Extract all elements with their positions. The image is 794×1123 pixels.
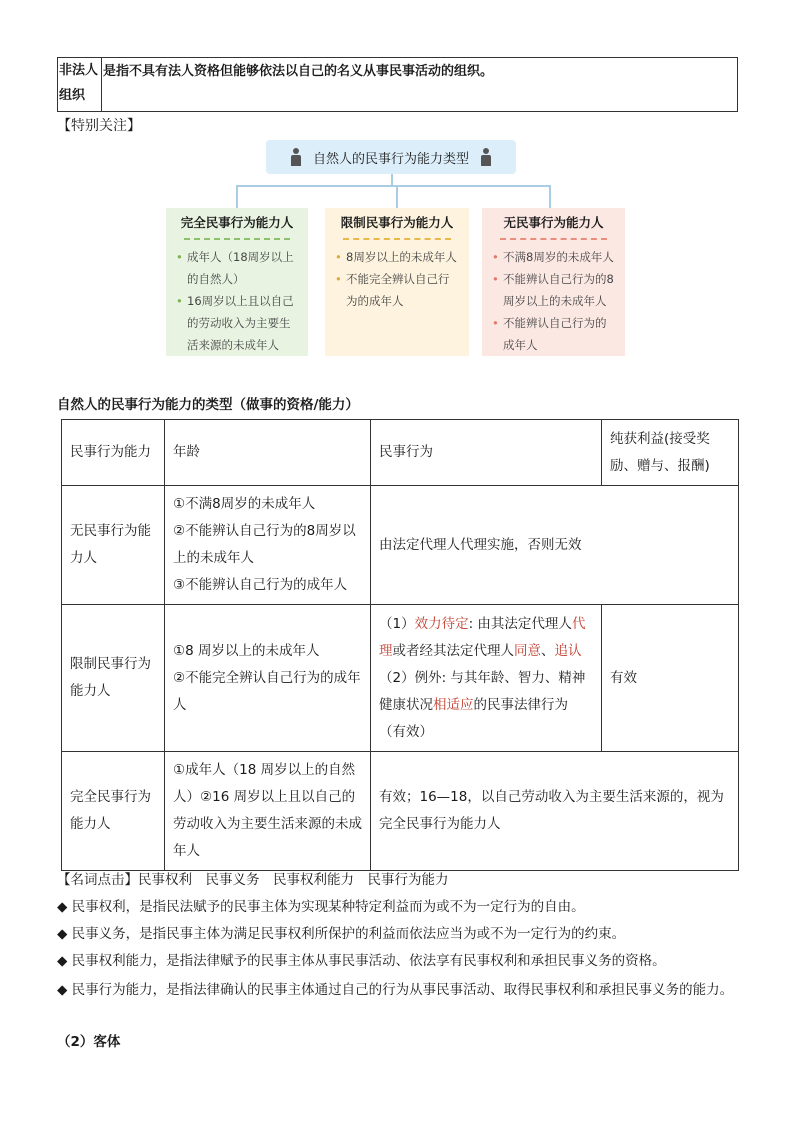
act-text: : 由其法定代理人	[468, 615, 572, 632]
box-title: 完全民事行为能力人	[180, 215, 294, 230]
age-line: ①8 周岁以上的未成年人	[173, 642, 320, 659]
person-icon	[291, 148, 301, 166]
header-cell: 年龄	[165, 420, 371, 486]
act-text: 或者经其法定代理人	[392, 642, 514, 659]
age-line: ①不满8周岁的未成年人	[173, 496, 316, 512]
act-highlight: 代理	[379, 615, 586, 659]
table-heading: 自然人的民事行为能力的类型（做事的资格/能力）	[57, 397, 359, 413]
no-capacity-box	[482, 208, 625, 356]
act-text: （2）例外: 与其年龄、智力、精神健康状况	[379, 669, 586, 713]
connector-line	[549, 185, 551, 208]
table-header-row	[62, 420, 739, 486]
list-item: • 16周岁以上且以自己的劳动收入为主要生活来源的未成年人	[176, 290, 298, 356]
box-title: 限制民事行为能力人	[340, 215, 454, 230]
section-heading: （2）客体	[57, 1034, 121, 1050]
diagram-title	[266, 140, 516, 174]
list-item: • 不能完全辨认自己行为的成年人	[335, 268, 459, 312]
type-cell: 限制民事行为能力人	[62, 605, 165, 752]
type-cell: 无民事行为能力人	[62, 486, 165, 605]
act-cell	[371, 605, 602, 752]
act-text: 的民事法律行为（有效）	[379, 696, 568, 740]
age-cell: ①成年人（18 周岁以上的自然人）②16 周岁以上且以自己的劳动收入为主要生活来源的未成年人	[165, 752, 371, 871]
list-item: • 8周岁以上的未成年人	[335, 246, 459, 268]
act-text: （1）	[379, 615, 415, 632]
person-icon	[481, 148, 491, 166]
list-item: • 不能辨认自己行为的成年人	[492, 312, 615, 356]
act-highlight: 同意	[514, 642, 541, 659]
header-cell: 纯获利益(接受奖励、赠与、报酬)	[602, 420, 739, 486]
definition-cell: 是指不具有法人资格但能够依法以自己的名义从事民事活动的组织。	[103, 64, 494, 79]
table-row	[62, 605, 739, 752]
table-row	[62, 752, 739, 871]
header-cell: 民事行为能力	[62, 420, 165, 486]
act-text: 、	[541, 642, 555, 659]
box-divider	[500, 238, 607, 240]
term-item: ◆ 民事行为能力，是指法律确认的民事主体通过自己的行为从事民事活动、取得民事权利和承担民事义务的能力。	[57, 982, 734, 998]
full-capacity-box	[166, 208, 308, 356]
term-cell: 非法人组织	[58, 58, 102, 111]
definition-table	[57, 57, 738, 112]
act-highlight: 追认	[554, 642, 582, 659]
age-line: ②不能辨认自己行为的8周岁以上的未成年人	[173, 523, 356, 566]
box-title: 无民事行为能力人	[503, 215, 604, 230]
act-cell: 有效；16—18，以自己劳动收入为主要生活来源的，视为完全民事行为能力人	[371, 752, 739, 871]
age-cell	[165, 605, 371, 752]
box-divider	[184, 238, 290, 240]
header-cell: 民事行为	[371, 420, 602, 486]
capacity-table	[61, 419, 739, 871]
age-line: ③不能辨认自己行为的成年人	[173, 577, 348, 593]
list-item: • 不满8周岁的未成年人	[492, 246, 615, 268]
table-row	[62, 486, 739, 605]
age-cell	[165, 486, 371, 605]
act-highlight: 效力待定	[414, 615, 469, 632]
connector-line	[396, 185, 398, 208]
list-item: • 不能辨认自己行为的8周岁以上的未成年人	[492, 268, 615, 312]
act-highlight: 相适应	[433, 696, 474, 713]
benefit-cell: 有效	[602, 605, 739, 752]
diagram-title-text: 自然人的民事行为能力类型	[312, 151, 469, 167]
type-cell: 完全民事行为能力人	[62, 752, 165, 871]
special-note-heading: 【特别关注】	[57, 118, 141, 134]
term-item: ◆ 民事权利能力，是指法律赋予的民事主体从事民事活动、依法享有民事权利和承担民事义务的资格。	[57, 953, 666, 969]
act-cell: 由法定代理人代理实施，否则无效	[371, 486, 739, 605]
box-divider	[343, 238, 451, 240]
term-item: ◆ 民事义务，是指民事主体为满足民事权利所保护的利益而依法应当为或不为一定行为的约束。	[57, 926, 626, 942]
list-item: • 成年人（18周岁以上的自然人）	[176, 246, 298, 290]
limited-capacity-box	[325, 208, 469, 356]
connector-line	[236, 185, 550, 187]
terms-title: 【名词点击】民事权利 民事义务 民事权利能力 民事行为能力	[57, 872, 449, 888]
term-item: ◆ 民事权利，是指民法赋予的民事主体为实现某种特定利益而为或不为一定行为的自由。	[57, 899, 585, 915]
age-line: ②不能完全辨认自己行为的成年人	[173, 669, 361, 713]
connector-line	[236, 185, 238, 208]
